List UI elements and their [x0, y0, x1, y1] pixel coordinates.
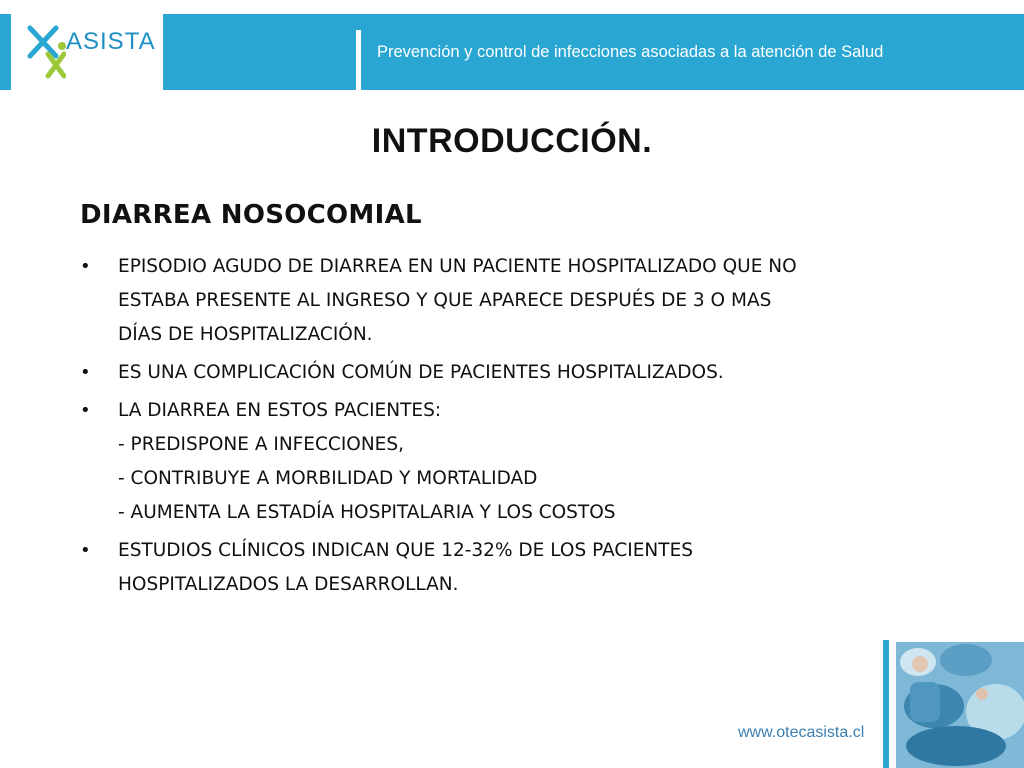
header-bar — [163, 14, 1024, 90]
section-heading: DIARREA NOSOCOMIAL — [80, 200, 422, 230]
bullet-list — [78, 250, 978, 606]
bullet-text-line: DÍAS DE HOSPITALIZACIÓN. — [118, 324, 373, 345]
bullet-text-line: - CONTRIBUYE A MORBILIDAD Y MORTALIDAD — [118, 468, 538, 489]
bullet-item — [78, 534, 978, 602]
bullet-item — [78, 250, 978, 352]
surgery-photo — [896, 642, 1024, 768]
bullet-text-line: ES UNA COMPLICACIÓN COMÚN DE PACIENTES HOSPITALIZADOS. — [118, 362, 724, 383]
asista-logo-icon — [26, 20, 66, 84]
bullet-text-line: - PREDISPONE A INFECCIONES, — [118, 434, 404, 455]
bullet-item — [78, 394, 978, 530]
header-title: Prevención y control de infecciones asociadas a la atención de Salud — [377, 43, 884, 61]
left-accent-bar — [0, 14, 11, 90]
bullet-text-line: ESTUDIOS CLÍNICOS INDICAN QUE 12-32% DE LOS PACIENTES — [118, 540, 693, 561]
bullet-symbol: • — [80, 400, 91, 421]
bullet-text-line: HOSPITALIZADOS LA DESARROLLAN. — [118, 574, 459, 595]
logo-text: ASISTA — [66, 28, 156, 55]
bullet-symbol: • — [80, 256, 91, 277]
bullet-text-line: LA DIARREA EN ESTOS PACIENTES: — [118, 400, 442, 421]
bullet-symbol: • — [80, 540, 91, 561]
bullet-text-line: - AUMENTA LA ESTADÍA HOSPITALARIA Y LOS COSTOS — [118, 502, 616, 523]
footer-url: www.otecasista.cl — [738, 724, 865, 741]
footer-accent-bar — [883, 640, 889, 768]
slide-title: INTRODUCCIÓN. — [371, 122, 653, 160]
bullet-text-line: ESTABA PRESENTE AL INGRESO Y QUE APARECE DESPUÉS DE 3 O MAS — [118, 290, 772, 311]
header-divider — [356, 30, 361, 104]
asista-logo — [20, 16, 165, 88]
bullet-text-line: EPISODIO AGUDO DE DIARREA EN UN PACIENTE HOSPITALIZADO QUE NO — [118, 256, 797, 277]
surgery-photo-illustration — [896, 642, 1024, 768]
bullet-item — [78, 356, 978, 390]
bullet-symbol: • — [80, 362, 91, 383]
